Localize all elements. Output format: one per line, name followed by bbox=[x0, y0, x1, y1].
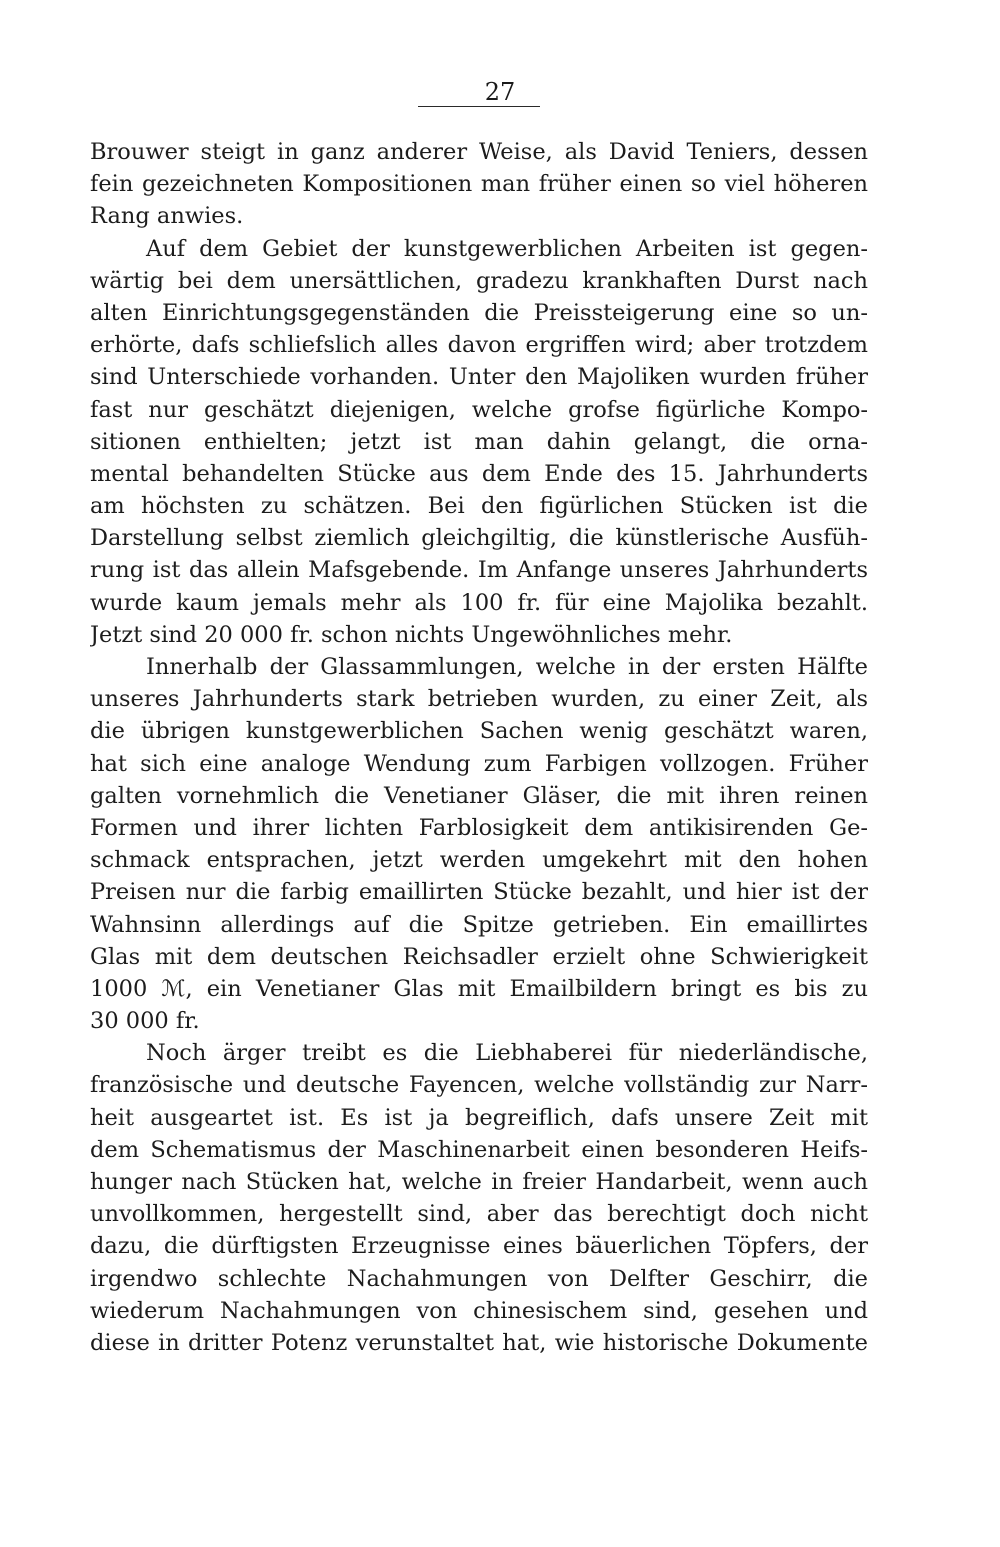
text-line: Auf dem Gebiet der kunstgewerblichen Arbeiten ist gegen- bbox=[146, 235, 868, 262]
text-line: irgendwo schlechte Nachahmungen von Delfter Geschirr, die bbox=[90, 1265, 868, 1292]
page-number: 27 bbox=[484, 78, 516, 106]
text-line: erhörte, dafs schliefslich alles davon ergriffen wird; aber trotzdem bbox=[90, 332, 868, 359]
text-line: rung ist das allein Mafsgebende. Im Anfange unseres Jahrhunderts bbox=[90, 557, 868, 584]
text-line: wiederum Nachahmungen von chinesischem sind, gesehen und bbox=[90, 1297, 868, 1324]
text-line: unseres Jahrhunderts stark betrieben wurden, zu einer Zeit, als bbox=[90, 686, 868, 713]
text-line: 30 000 fr. bbox=[90, 1008, 200, 1035]
text-line: fast nur geschätzt diejenigen, welche grofse figürliche Kompo- bbox=[90, 396, 868, 423]
text-line: Darstellung selbst ziemlich gleichgiltig, die künstlerische Ausfüh- bbox=[90, 525, 868, 552]
text-line: sind Unterschiede vorhanden. Unter den Majoliken wurden früher bbox=[90, 364, 868, 391]
header-rule bbox=[418, 106, 540, 107]
text-line: Preisen nur die farbig emaillirten Stücke bezahlt, und hier ist der bbox=[90, 879, 868, 906]
text-line: Brouwer steigt in ganz anderer Weise, als David Teniers, dessen bbox=[90, 139, 868, 165]
text-line: wärtig bei dem unersättlichen, gradezu krankhaften Durst nach bbox=[90, 267, 868, 294]
text-line: Noch ärger treibt es die Liebhaberei für niederländische, bbox=[146, 1040, 868, 1067]
text-line: hat sich eine analoge Wendung zum Farbigen vollzogen. Früher bbox=[90, 750, 868, 777]
text-line: Rang anwies. bbox=[90, 203, 244, 230]
text-line: 1000 ℳ, ein Venetianer Glas mit Emailbildern bringt es bis zu bbox=[90, 975, 868, 1002]
text-line: alten Einrichtungsgegenständen die Preissteigerung eine so un- bbox=[90, 299, 868, 326]
text-line: Innerhalb der Glassammlungen, welche in der ersten Hälfte bbox=[146, 654, 868, 680]
text-line: heit ausgeartet ist. Es ist ja begreiflich, dafs unsere Zeit mit bbox=[90, 1104, 868, 1131]
text-line: die übrigen kunstgewerblichen Sachen wenig geschätzt waren, bbox=[90, 718, 868, 745]
body-text bbox=[90, 136, 868, 1359]
text-line: Wahnsinn allerdings auf die Spitze getrieben. Ein emaillirtes bbox=[90, 911, 868, 938]
text-line: diese in dritter Potenz verunstaltet hat, wie historische Dokumente bbox=[90, 1329, 868, 1356]
text-line: galten vornehmlich die Venetianer Gläser, die mit ihren reinen bbox=[90, 782, 868, 809]
text-line: fein gezeichneten Kompositionen man früher einen so viel höheren bbox=[90, 171, 868, 198]
text-line: schmack entsprachen, jetzt werden umgekehrt mit den hohen bbox=[90, 847, 868, 874]
text-line: Formen und ihrer lichten Farblosigkeit dem antikisirenden Ge- bbox=[90, 814, 868, 841]
text-line: wurde kaum jemals mehr als 100 fr. für eine Majolika bezahlt. bbox=[90, 589, 868, 616]
text-line: französische und deutsche Fayencen, welche vollständig zur Narr- bbox=[90, 1072, 868, 1099]
text-line: Jetzt sind 20 000 fr. schon nichts Ungewöhnliches mehr. bbox=[90, 621, 733, 648]
text-line: Glas mit dem deutschen Reichsadler erzielt ohne Schwierigkeit bbox=[90, 943, 868, 970]
text-line: dem Schematismus der Maschinenarbeit einen besonderen Heifs- bbox=[90, 1136, 868, 1163]
text-line: dazu, die dürftigsten Erzeugnisse eines bäuerlichen Töpfers, der bbox=[90, 1233, 868, 1260]
text-line: mental behandelten Stücke aus dem Ende des 15. Jahrhunderts bbox=[90, 460, 868, 487]
text-line: sitionen enthielten; jetzt ist man dahin gelangt, die orna- bbox=[90, 428, 868, 455]
text-line: hunger nach Stücken hat, welche in freier Handarbeit, wenn auch bbox=[90, 1169, 868, 1195]
text-line: am höchsten zu schätzen. Bei den figürlichen Stücken ist die bbox=[90, 493, 868, 520]
text-line: unvollkommen, hergestellt sind, aber das berechtigt doch nicht bbox=[90, 1201, 868, 1228]
